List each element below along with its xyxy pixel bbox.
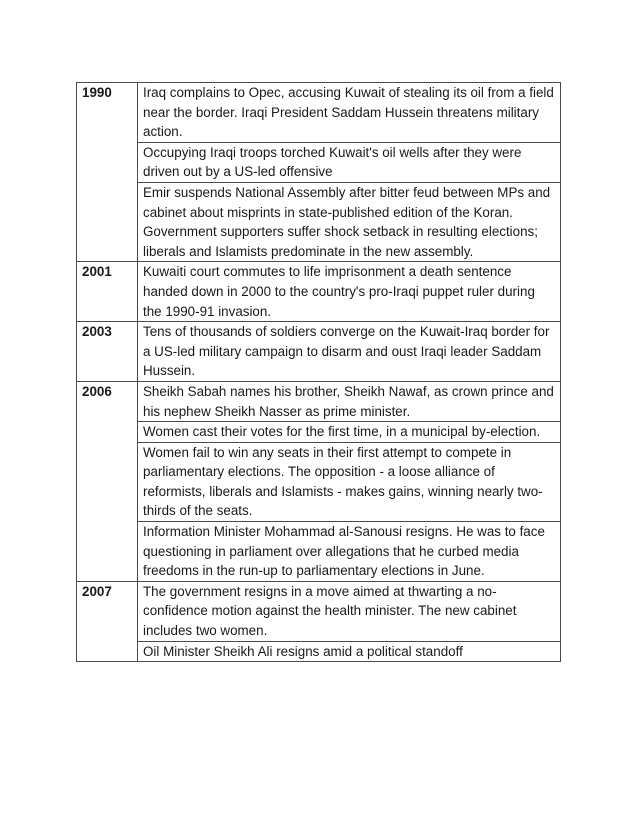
event-cell: Women cast their votes for the first time, in a municipal by-election. (138, 422, 561, 443)
table-row (77, 322, 561, 382)
table-row (77, 581, 561, 641)
event-cell: Kuwaiti court commutes to life imprisonment a death sentence handed down in 2000 to the country's pro-Iraqi puppet ruler during the 1990-91 invasion. (138, 262, 561, 322)
event-cell: Iraq complains to Opec, accusing Kuwait of stealing its oil from a field near the border. Iraqi President Saddam Hussein threatens military action. (138, 83, 561, 143)
table-row (77, 422, 561, 443)
event-cell: The government resigns in a move aimed at thwarting a no-confidence motion against the health minister. The new cabinet includes two women. (138, 581, 561, 641)
event-cell: Emir suspends National Assembly after bitter feud between MPs and cabinet about misprints in state-published edition of the Koran. Government supporters suffer shock setback in resulting elections; liberals and Islamists predominate in the new assembly. (138, 182, 561, 261)
year-cell: 2001 (77, 262, 138, 322)
year-cell: 1990 (77, 83, 138, 262)
year-cell: 2007 (77, 581, 138, 661)
table-row (77, 142, 561, 182)
table-row (77, 182, 561, 261)
table-row (77, 381, 561, 421)
event-cell: Tens of thousands of soldiers converge on the Kuwait-Iraq border for a US-led military campaign to disarm and oust Iraqi leader Saddam Hussein. (138, 322, 561, 382)
table-row (77, 442, 561, 521)
year-cell: 2006 (77, 381, 138, 581)
timeline-body (77, 83, 561, 662)
event-cell: Women fail to win any seats in their first attempt to compete in parliamentary elections. The opposition - a loose alliance of reformists, liberals and Islamists - makes gains, winning nearly two-thirds of the seats. (138, 442, 561, 521)
event-cell: Oil Minister Sheikh Ali resigns amid a political standoff (138, 641, 561, 662)
table-row (77, 641, 561, 662)
event-cell: Information Minister Mohammad al-Sanousi resigns. He was to face questioning in parliament over allegations that he curbed media freedoms in the run-up to parliamentary elections in June. (138, 522, 561, 582)
table-row (77, 83, 561, 143)
event-cell: Occupying Iraqi troops torched Kuwait's oil wells after they were driven out by a US-led offensive (138, 142, 561, 182)
table-row (77, 262, 561, 322)
timeline-table (76, 82, 561, 662)
year-cell: 2003 (77, 322, 138, 382)
event-cell: Sheikh Sabah names his brother, Sheikh Nawaf, as crown prince and his nephew Sheikh Nasser as prime minister. (138, 381, 561, 421)
table-row (77, 522, 561, 582)
